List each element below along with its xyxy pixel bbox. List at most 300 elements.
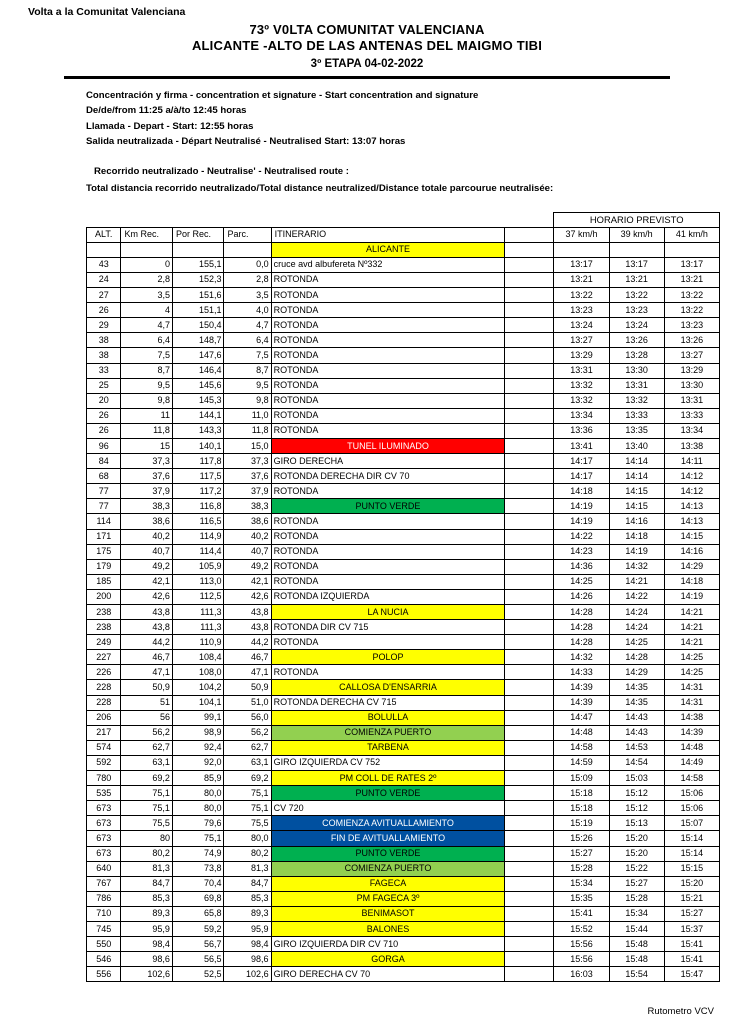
cell-km-rec: 3,5 xyxy=(121,288,173,303)
cell-por-rec: 75,1 xyxy=(172,831,224,846)
cell-itinerario: CALLOSA D'ENSARRIA xyxy=(271,680,505,695)
cell-parc: 4,0 xyxy=(224,303,271,318)
cell-time-37: 13:36 xyxy=(554,423,609,438)
table-row xyxy=(87,333,720,348)
cell-time-37: 15:09 xyxy=(554,771,609,786)
cell-km-rec: 15 xyxy=(121,438,173,453)
cell-km-rec: 42,6 xyxy=(121,589,173,604)
cell-por-rec: 56,7 xyxy=(172,937,224,952)
cell-spacer xyxy=(505,454,554,469)
cell-time-37: 15:18 xyxy=(554,801,609,816)
cell-parc: 38,6 xyxy=(224,514,271,529)
cell-itinerario: ROTONDA xyxy=(271,378,505,393)
cell-por-rec: 80,0 xyxy=(172,801,224,816)
cell-por-rec: 150,4 xyxy=(172,318,224,333)
cell-time-39: 14:43 xyxy=(609,725,664,740)
cell-parc: 51,0 xyxy=(224,695,271,710)
cell-km-rec: 69,2 xyxy=(121,771,173,786)
cell-time-37: 16:03 xyxy=(554,967,609,982)
cell-por-rec: 151,1 xyxy=(172,303,224,318)
cell-time-39: 13:40 xyxy=(609,438,664,453)
table-row xyxy=(87,740,720,755)
cell-alt: 96 xyxy=(87,438,121,453)
cell-por-rec: 70,4 xyxy=(172,876,224,891)
cell-por-rec: 117,8 xyxy=(172,454,224,469)
cell-itinerario: ROTONDA xyxy=(271,544,505,559)
cell-time-37: 14:58 xyxy=(554,740,609,755)
cell-km-rec: 37,6 xyxy=(121,469,173,484)
cell-km-rec: 75,5 xyxy=(121,816,173,831)
cell-por-rec: 92,4 xyxy=(172,740,224,755)
cell-itinerario: FIN DE AVITUALLAMIENTO xyxy=(271,831,505,846)
cell-time-37: 14:59 xyxy=(554,755,609,770)
cell-parc: 37,3 xyxy=(224,454,271,469)
cell-time-39: 14:24 xyxy=(609,605,664,620)
cell-spacer xyxy=(505,952,554,967)
cell-time-37: 15:34 xyxy=(554,876,609,891)
cell-parc: 4,7 xyxy=(224,318,271,333)
col-speed-41: 41 km/h xyxy=(664,227,719,242)
cell-time-41: 15:06 xyxy=(664,786,719,801)
table-row xyxy=(87,831,720,846)
cell-spacer xyxy=(505,469,554,484)
cell-time-37 xyxy=(554,242,609,257)
cell-time-37: 13:34 xyxy=(554,408,609,423)
cell-time-41: 15:37 xyxy=(664,921,719,936)
cell-por-rec: 59,2 xyxy=(172,921,224,936)
table-row xyxy=(87,378,720,393)
cell-por-rec: 92,0 xyxy=(172,755,224,770)
cell-km-rec: 2,8 xyxy=(121,272,173,287)
cell-time-37: 15:56 xyxy=(554,952,609,967)
cell-alt: 640 xyxy=(87,861,121,876)
cell-spacer xyxy=(505,861,554,876)
table-row xyxy=(87,650,720,665)
cell-alt: 114 xyxy=(87,514,121,529)
cell-por-rec: 117,2 xyxy=(172,484,224,499)
cell-itinerario: COMIENZA AVITUALLAMIENTO xyxy=(271,816,505,831)
cell-por-rec: 140,1 xyxy=(172,438,224,453)
cell-parc: 40,7 xyxy=(224,544,271,559)
cell-time-39: 13:22 xyxy=(609,288,664,303)
cell-time-41: 14:12 xyxy=(664,469,719,484)
cell-alt: 546 xyxy=(87,952,121,967)
table-header-row xyxy=(87,227,720,242)
cell-time-41: 14:19 xyxy=(664,589,719,604)
table-row xyxy=(87,876,720,891)
cell-spacer xyxy=(505,484,554,499)
table-row xyxy=(87,801,720,816)
cell-spacer xyxy=(505,348,554,363)
cell-por-rec: 147,6 xyxy=(172,348,224,363)
table-row xyxy=(87,544,720,559)
stage-date: 3º ETAPA 04-02-2022 xyxy=(310,57,424,70)
cell-alt: 29 xyxy=(87,318,121,333)
stage-route-title: ALICANTE -ALTO DE LAS ANTENAS DEL MAIGMO TIBI xyxy=(191,38,543,54)
table-row xyxy=(87,438,720,453)
cell-time-39: 14:53 xyxy=(609,740,664,755)
cell-parc: 38,3 xyxy=(224,499,271,514)
cell-km-rec: 8,7 xyxy=(121,363,173,378)
cell-time-37: 13:32 xyxy=(554,378,609,393)
cell-time-37: 13:22 xyxy=(554,288,609,303)
table-row xyxy=(87,725,720,740)
table-body xyxy=(87,242,720,982)
cell-time-41: 15:27 xyxy=(664,906,719,921)
cell-parc: 69,2 xyxy=(224,771,271,786)
itinerary-table xyxy=(86,212,720,983)
cell-por-rec: 56,5 xyxy=(172,952,224,967)
cell-time-39: 15:12 xyxy=(609,801,664,816)
cell-parc: 42,1 xyxy=(224,574,271,589)
cell-parc: 49,2 xyxy=(224,559,271,574)
document-footer: Rutometro VCV xyxy=(647,1006,714,1017)
cell-spacer xyxy=(505,499,554,514)
cell-time-41: 14:49 xyxy=(664,755,719,770)
table-row xyxy=(87,318,720,333)
cell-time-41: 15:15 xyxy=(664,861,719,876)
cell-alt: 228 xyxy=(87,695,121,710)
cell-itinerario: PUNTO VERDE xyxy=(271,499,505,514)
table-group-header-row xyxy=(87,212,720,227)
table-row xyxy=(87,861,720,876)
cell-km-rec: 0 xyxy=(121,257,173,272)
cell-km-rec: 37,9 xyxy=(121,484,173,499)
cell-parc: 75,5 xyxy=(224,816,271,831)
table-row xyxy=(87,906,720,921)
cell-time-41: 15:41 xyxy=(664,937,719,952)
cell-por-rec: 69,8 xyxy=(172,891,224,906)
cell-parc: 37,9 xyxy=(224,484,271,499)
cell-parc: 2,8 xyxy=(224,272,271,287)
table-row xyxy=(87,952,720,967)
cell-itinerario: ROTONDA DIR CV 715 xyxy=(271,620,505,635)
cell-time-39: 15:34 xyxy=(609,906,664,921)
cell-spacer xyxy=(505,408,554,423)
cell-spacer xyxy=(505,529,554,544)
cell-itinerario: GORGA xyxy=(271,952,505,967)
cell-spacer xyxy=(505,876,554,891)
cell-spacer xyxy=(505,242,554,257)
cell-por-rec: 146,4 xyxy=(172,363,224,378)
cell-parc: 0,0 xyxy=(224,257,271,272)
cell-itinerario: ROTONDA xyxy=(271,272,505,287)
cell-time-39: 15:27 xyxy=(609,876,664,891)
cell-itinerario: ROTONDA DERECHA CV 715 xyxy=(271,695,505,710)
cell-por-rec: 116,8 xyxy=(172,499,224,514)
cell-parc: 102,6 xyxy=(224,967,271,982)
cell-km-rec: 50,9 xyxy=(121,680,173,695)
cell-time-41: 13:26 xyxy=(664,333,719,348)
cell-por-rec: 111,3 xyxy=(172,605,224,620)
cell-alt: 556 xyxy=(87,967,121,982)
col-parc: Parc. xyxy=(224,227,271,242)
cell-time-39: 14:19 xyxy=(609,544,664,559)
cell-alt: 38 xyxy=(87,333,121,348)
cell-time-37: 15:52 xyxy=(554,921,609,936)
cell-time-39: 13:32 xyxy=(609,393,664,408)
cell-por-rec: 99,1 xyxy=(172,710,224,725)
cell-time-39: 14:54 xyxy=(609,755,664,770)
cell-por-rec: 108,4 xyxy=(172,650,224,665)
horario-previsto-header: HORARIO PREVISTO xyxy=(554,212,720,227)
cell-alt: 710 xyxy=(87,906,121,921)
cell-itinerario: ROTONDA xyxy=(271,408,505,423)
cell-itinerario: ROTONDA xyxy=(271,318,505,333)
cell-km-rec: 75,1 xyxy=(121,801,173,816)
cell-time-41: 14:12 xyxy=(664,484,719,499)
cell-itinerario: PM FAGECA 3º xyxy=(271,891,505,906)
cell-alt: 77 xyxy=(87,484,121,499)
col-speed-39: 39 km/h xyxy=(609,227,664,242)
cell-por-rec: 105,9 xyxy=(172,559,224,574)
cell-time-41: 15:47 xyxy=(664,967,719,982)
table-row xyxy=(87,710,720,725)
cell-por-rec: 65,8 xyxy=(172,906,224,921)
cell-spacer xyxy=(505,589,554,604)
cell-km-rec: 9,5 xyxy=(121,378,173,393)
cell-time-39: 14:32 xyxy=(609,559,664,574)
info-line-4: Salida neutralizada - Départ Neutralisé - Neutralised Start: 13:07 horas xyxy=(86,136,406,148)
cell-por-rec: 114,9 xyxy=(172,529,224,544)
cell-spacer xyxy=(505,906,554,921)
cell-parc: 80,2 xyxy=(224,846,271,861)
cell-spacer xyxy=(505,620,554,635)
cell-alt: 238 xyxy=(87,620,121,635)
cell-itinerario: ROTONDA xyxy=(271,303,505,318)
table-row xyxy=(87,257,720,272)
cell-alt: 249 xyxy=(87,635,121,650)
cell-time-37: 14:25 xyxy=(554,574,609,589)
cell-km-rec: 84,7 xyxy=(121,876,173,891)
cell-alt: 238 xyxy=(87,605,121,620)
cell-time-39: 14:43 xyxy=(609,710,664,725)
cell-spacer xyxy=(505,318,554,333)
cell-por-rec xyxy=(172,242,224,257)
cell-itinerario: ALICANTE xyxy=(271,242,505,257)
cell-time-41: 13:17 xyxy=(664,257,719,272)
table-row xyxy=(87,635,720,650)
cell-time-39: 14:22 xyxy=(609,589,664,604)
cell-itinerario: ROTONDA xyxy=(271,559,505,574)
cell-spacer xyxy=(505,846,554,861)
table-row xyxy=(87,574,720,589)
table-row xyxy=(87,484,720,499)
cell-time-41: 14:58 xyxy=(664,771,719,786)
cell-time-41: 14:39 xyxy=(664,725,719,740)
table-row xyxy=(87,393,720,408)
cell-spacer xyxy=(505,771,554,786)
cell-time-41: 15:14 xyxy=(664,831,719,846)
cell-por-rec: 110,9 xyxy=(172,635,224,650)
cell-spacer xyxy=(505,725,554,740)
cell-alt: 26 xyxy=(87,408,121,423)
cell-time-41: 13:21 xyxy=(664,272,719,287)
cell-km-rec: 37,3 xyxy=(121,454,173,469)
cell-itinerario: POLOP xyxy=(271,650,505,665)
cell-time-37: 14:23 xyxy=(554,544,609,559)
cell-por-rec: 144,1 xyxy=(172,408,224,423)
cell-itinerario: ROTONDA xyxy=(271,484,505,499)
cell-por-rec: 116,5 xyxy=(172,514,224,529)
cell-itinerario: TUNEL ILUMINADO xyxy=(271,438,505,453)
cell-itinerario: ROTONDA xyxy=(271,288,505,303)
cell-itinerario: GIRO IZQUIERDA DIR CV 710 xyxy=(271,937,505,952)
cell-km-rec: 43,8 xyxy=(121,605,173,620)
cell-km-rec: 7,5 xyxy=(121,348,173,363)
cell-itinerario: ROTONDA IZQUIERDA xyxy=(271,589,505,604)
cell-por-rec: 52,5 xyxy=(172,967,224,982)
cell-time-39: 14:29 xyxy=(609,665,664,680)
table-row xyxy=(87,348,720,363)
cell-itinerario: PUNTO VERDE xyxy=(271,786,505,801)
cell-km-rec: 98,4 xyxy=(121,937,173,952)
cell-por-rec: 151,6 xyxy=(172,288,224,303)
cell-km-rec: 49,2 xyxy=(121,559,173,574)
cell-time-37: 14:36 xyxy=(554,559,609,574)
cell-time-37: 13:31 xyxy=(554,363,609,378)
cell-parc: 11,0 xyxy=(224,408,271,423)
cell-time-37: 14:19 xyxy=(554,514,609,529)
cell-km-rec: 98,6 xyxy=(121,952,173,967)
cell-time-37: 14:48 xyxy=(554,725,609,740)
table-row xyxy=(87,529,720,544)
col-por-rec: Por Rec. xyxy=(172,227,224,242)
cell-por-rec: 79,6 xyxy=(172,816,224,831)
cell-time-39: 15:48 xyxy=(609,952,664,967)
cell-km-rec: 4,7 xyxy=(121,318,173,333)
cell-alt: 206 xyxy=(87,710,121,725)
cell-alt: 68 xyxy=(87,469,121,484)
cell-alt xyxy=(87,242,121,257)
cell-itinerario: ROTONDA xyxy=(271,529,505,544)
cell-time-37: 15:19 xyxy=(554,816,609,831)
cell-km-rec: 40,7 xyxy=(121,544,173,559)
cell-time-41: 14:21 xyxy=(664,635,719,650)
cell-time-41: 14:31 xyxy=(664,695,719,710)
race-title: 73º V0LTA COMUNITAT VALENCIANA xyxy=(249,22,485,37)
cell-time-41: 15:20 xyxy=(664,876,719,891)
cell-spacer xyxy=(505,801,554,816)
cell-km-rec: 38,3 xyxy=(121,499,173,514)
cell-time-41 xyxy=(664,242,719,257)
cell-time-37: 14:17 xyxy=(554,469,609,484)
cell-time-39: 14:35 xyxy=(609,695,664,710)
cell-time-41: 14:18 xyxy=(664,574,719,589)
cell-time-41: 13:29 xyxy=(664,363,719,378)
cell-itinerario: ROTONDA xyxy=(271,393,505,408)
cell-km-rec: 56,2 xyxy=(121,725,173,740)
cell-parc: 37,6 xyxy=(224,469,271,484)
cell-alt: 780 xyxy=(87,771,121,786)
cell-km-rec: 51 xyxy=(121,695,173,710)
cell-time-39: 14:28 xyxy=(609,650,664,665)
cell-time-39: 14:15 xyxy=(609,484,664,499)
cell-spacer xyxy=(505,740,554,755)
table-row xyxy=(87,921,720,936)
cell-spacer xyxy=(505,605,554,620)
cell-time-41: 13:22 xyxy=(664,288,719,303)
cell-parc: 15,0 xyxy=(224,438,271,453)
cell-spacer xyxy=(505,921,554,936)
cell-time-39: 13:21 xyxy=(609,272,664,287)
info-line-2: De/de/from 11:25 a/à/to 12:45 horas xyxy=(86,105,247,117)
cell-time-39: 15:48 xyxy=(609,937,664,952)
table-row xyxy=(87,755,720,770)
cell-time-37: 14:47 xyxy=(554,710,609,725)
cell-itinerario: COMIENZA PUERTO xyxy=(271,861,505,876)
cell-time-37: 15:27 xyxy=(554,846,609,861)
cell-alt: 217 xyxy=(87,725,121,740)
cell-por-rec: 117,5 xyxy=(172,469,224,484)
cell-time-37: 14:28 xyxy=(554,620,609,635)
cell-km-rec: 11,8 xyxy=(121,423,173,438)
cell-time-41: 14:25 xyxy=(664,650,719,665)
cell-time-37: 13:23 xyxy=(554,303,609,318)
cell-itinerario: ROTONDA xyxy=(271,665,505,680)
cell-km-rec: 85,3 xyxy=(121,891,173,906)
cell-time-37: 14:17 xyxy=(554,454,609,469)
cell-time-41: 14:25 xyxy=(664,665,719,680)
cell-km-rec: 47,1 xyxy=(121,665,173,680)
cell-time-39 xyxy=(609,242,664,257)
cell-time-39: 14:24 xyxy=(609,620,664,635)
cell-por-rec: 108,0 xyxy=(172,665,224,680)
cell-time-39: 13:31 xyxy=(609,378,664,393)
col-speed-37: 37 km/h xyxy=(554,227,609,242)
table-row xyxy=(87,408,720,423)
cell-parc: 80,0 xyxy=(224,831,271,846)
cell-spacer xyxy=(505,333,554,348)
cell-spacer xyxy=(505,303,554,318)
cell-itinerario: GIRO DERECHA CV 70 xyxy=(271,967,505,982)
cell-alt: 673 xyxy=(87,816,121,831)
cell-itinerario: ROTONDA DERECHA DIR CV 70 xyxy=(271,469,505,484)
cell-spacer xyxy=(505,393,554,408)
cell-itinerario: TARBENA xyxy=(271,740,505,755)
cell-alt: 228 xyxy=(87,680,121,695)
cell-alt: 43 xyxy=(87,257,121,272)
cell-por-rec: 104,1 xyxy=(172,695,224,710)
cell-spacer xyxy=(505,831,554,846)
table-row xyxy=(87,242,720,257)
table-row xyxy=(87,469,720,484)
cell-spacer xyxy=(505,514,554,529)
cell-itinerario: FAGECA xyxy=(271,876,505,891)
cell-itinerario: ROTONDA xyxy=(271,333,505,348)
cell-itinerario: ROTONDA xyxy=(271,348,505,363)
cell-time-39: 13:26 xyxy=(609,333,664,348)
cell-time-37: 15:18 xyxy=(554,786,609,801)
neutralised-distance-line: Total distancia recorrido neutralizado/Total distance neutralized/Distance totale parcourue neutralisée: xyxy=(86,182,554,194)
cell-alt: 673 xyxy=(87,831,121,846)
cell-time-41: 13:22 xyxy=(664,303,719,318)
cell-itinerario: ROTONDA xyxy=(271,514,505,529)
cell-por-rec: 148,7 xyxy=(172,333,224,348)
cell-por-rec: 111,3 xyxy=(172,620,224,635)
cell-spacer xyxy=(505,544,554,559)
cell-time-39: 13:33 xyxy=(609,408,664,423)
cell-por-rec: 145,6 xyxy=(172,378,224,393)
cell-parc: 43,8 xyxy=(224,620,271,635)
cell-parc: 43,8 xyxy=(224,605,271,620)
cell-por-rec: 74,9 xyxy=(172,846,224,861)
cell-alt: 77 xyxy=(87,499,121,514)
cell-alt: 27 xyxy=(87,288,121,303)
cell-time-39: 15:13 xyxy=(609,816,664,831)
cell-itinerario: CV 720 xyxy=(271,801,505,816)
table-row xyxy=(87,620,720,635)
